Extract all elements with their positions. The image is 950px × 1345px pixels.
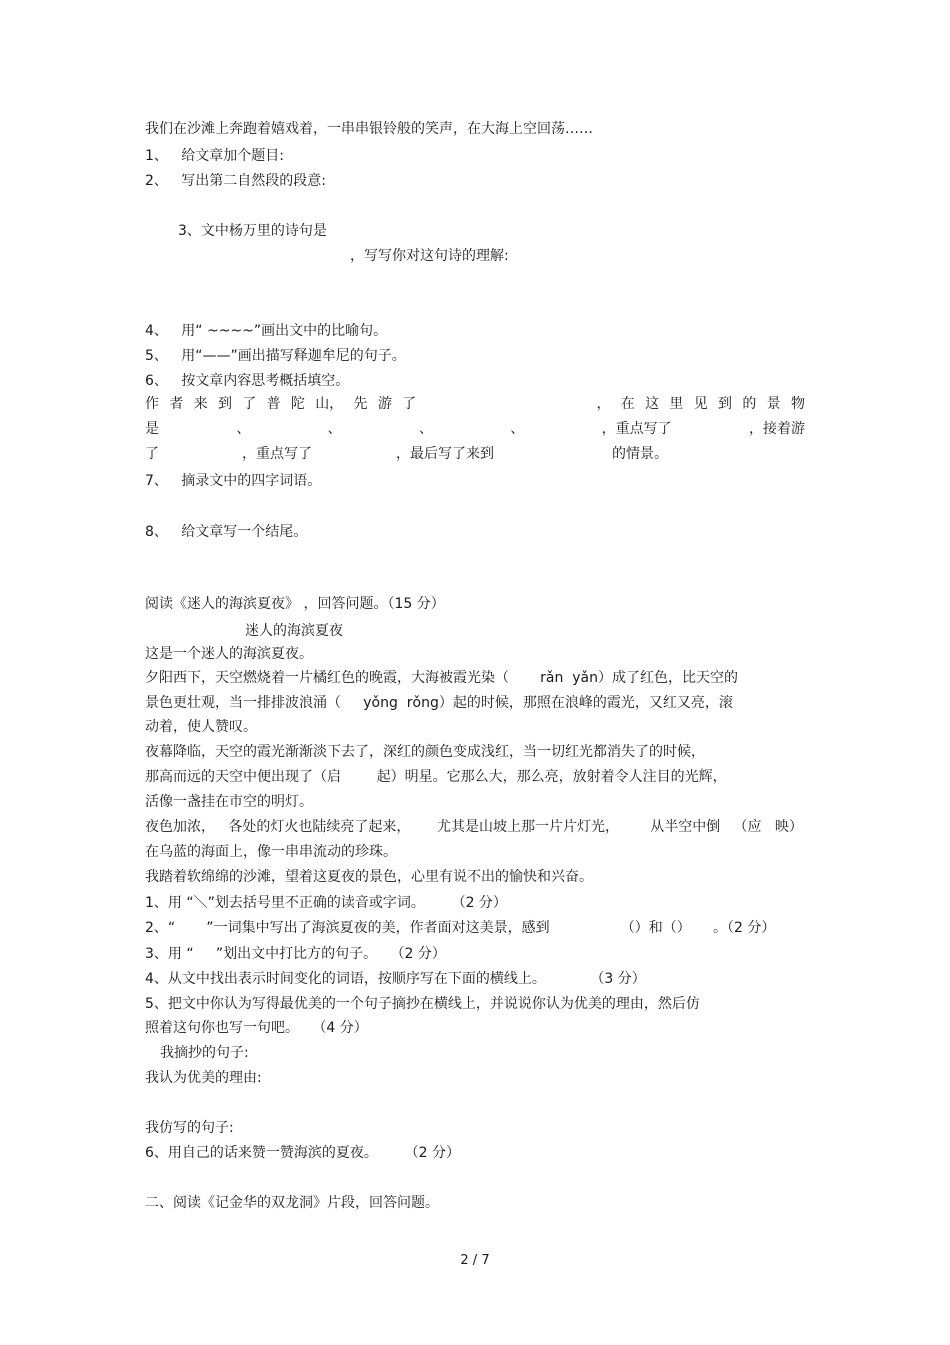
fill-text: 里 — [669, 396, 684, 412]
paragraph-2-line-1: 夕阳西下，天空燃烧着一片橘红色的晚霞，大海被霞光染（ rǎn yǎn）成了红色，比天空的 — [145, 670, 738, 686]
fill-blank-line-3c: ，最后写了来到 — [396, 446, 494, 462]
question-6: 6、 按文章内容思考概括填空。 — [145, 373, 350, 389]
fill-text: 、 — [418, 421, 433, 437]
question-2: 2、 写出第二自然段的段意: — [145, 173, 326, 189]
question-7: 7、 摘录文中的四字词语。 — [145, 473, 322, 489]
question-4: 4、 用“ ~~~~”画出文中的比喻句。 — [145, 323, 388, 339]
question-1: 1、 给文章加个题目: — [145, 148, 284, 164]
paragraph-4-line-1: 夜色加浓， 各处的灯火也陆续亮了起来， 尤其是山坡上那一片片灯光， 从半空中倒 （应 映） — [145, 819, 803, 835]
fill-text: 、 — [236, 421, 251, 437]
copied-sentence-label: 我摘抄的句子: — [160, 1045, 249, 1061]
fill-text: 到 — [217, 396, 232, 412]
fill-text: 了 — [402, 396, 417, 412]
fill-text: 者 — [169, 396, 184, 412]
fill-text: 景 — [766, 396, 781, 412]
fill-blank-line-3a: 了 — [145, 446, 159, 462]
fill-text: ，重点写了 — [601, 421, 672, 437]
paragraph-5: 我踏着软绵绵的沙滩，望着这夏夜的景色，心里有说不出的愉快和兴奋。 — [145, 869, 593, 885]
question-8: 8、 给文章写一个结尾。 — [145, 524, 308, 540]
paragraph-4-line-2: 在乌蓝的海面上，像一串串流动的珍珠。 — [145, 844, 397, 860]
reading-question-5-line-2: 照着这句你也写一句吧。 （4 分） — [145, 1020, 368, 1036]
fill-text: ， — [596, 396, 611, 412]
fill-text: 先 — [353, 396, 368, 412]
fill-text: 、 — [510, 421, 525, 437]
question-3-part-a: 3、文中杨万里的诗句是 — [178, 223, 327, 239]
fill-text: 到 — [718, 396, 732, 412]
paragraph-2-line-3: 动着，使人赞叹。 — [145, 719, 257, 735]
fill-text: 来 — [193, 396, 208, 412]
paragraph-3-line-3: 活像一盏挂在市空的明灯。 — [145, 794, 313, 810]
reading-question-5-line-1: 5、把文中你认为写得最优美的一个句子摘抄在横线上，并说说你认为优美的理由，然后仿 — [145, 996, 700, 1012]
reading-question-4: 4、从文中找出表示时间变化的词语，按顺序写在下面的横线上。 （3 分） — [145, 971, 646, 987]
fill-text: 陀 — [290, 396, 305, 412]
paragraph-3-line-1: 夜幕降临，天空的霞光渐渐淡下去了，深红的颜色变成浅红，当一切红光都消失了的时候， — [145, 744, 705, 760]
fill-text: 作 — [145, 396, 159, 412]
reading-question-1: 1、用 “＼”划去括号里不正确的读音或字词。 （2 分） — [145, 895, 507, 911]
paragraph-3-line-2: 那高而远的天空中便出现了（启 起）明星。它那么大，那么亮，放射着令人注目的光辉， — [145, 769, 727, 785]
reading-question-6: 6、用自己的话来赞一赞海滨的夏夜。 （2 分） — [145, 1145, 460, 1161]
reading-intro: 阅读《迷人的海滨夏夜》 ，回答问题。（15 分） — [145, 596, 445, 612]
fill-blank-line-2 — [145, 420, 805, 438]
fill-text: 山， — [315, 396, 344, 412]
reading-title: 迷人的海滨夏夜 — [245, 623, 343, 639]
question-3-part-b: ，写写你对这句诗的理解: — [350, 248, 509, 264]
imitate-sentence-label: 我仿写的句子: — [145, 1120, 234, 1136]
paragraph-1: 这是一个迷人的海滨夏夜。 — [145, 646, 313, 662]
opening-line: 我们在沙滩上奔跑着嬉戏着，一串串银铃般的笑声，在大海上空回荡…… — [145, 121, 593, 137]
reading-question-2: 2、“ ”一词集中写出了海滨夏夜的美，作者面对这美景，感到 （）和（） 。（2 分） — [145, 920, 776, 936]
fill-blank-line-3b: ，重点写了 — [242, 446, 312, 462]
fill-text: 、 — [327, 421, 342, 437]
fill-text: 是 — [145, 421, 159, 437]
paragraph-2-line-2: 景色更壮观，当一排排波浪涌（ yǒng rǒng）起的时候，那照在浪峰的霞光，又红又亮，滚 — [145, 695, 733, 711]
fill-text: 这 — [645, 396, 660, 412]
page-number: 2 / 7 — [460, 1253, 490, 1268]
fill-text: ，接着游 — [748, 421, 805, 437]
fill-text: 普 — [266, 396, 281, 412]
question-5: 5、 用“——”画出描写释迦牟尼的句子。 — [145, 348, 406, 364]
fill-text: 见 — [693, 396, 708, 412]
reading-question-3: 3、用 “ ”划出文中打比方的句子。 （2 分） — [145, 946, 446, 962]
fill-text: 游 — [377, 396, 392, 412]
fill-blank-line-3d: 的情景。 — [612, 446, 668, 462]
fill-text: 在 — [620, 396, 635, 412]
fill-text: 的 — [742, 396, 757, 412]
section-2-heading: 二、阅读《记金华的双龙洞》片段，回答问题。 — [145, 1195, 439, 1211]
reason-label: 我认为优美的理由: — [145, 1070, 262, 1086]
fill-blank-line-1 — [145, 395, 805, 413]
fill-text: 了 — [242, 396, 257, 412]
fill-text: 物 — [790, 396, 805, 412]
